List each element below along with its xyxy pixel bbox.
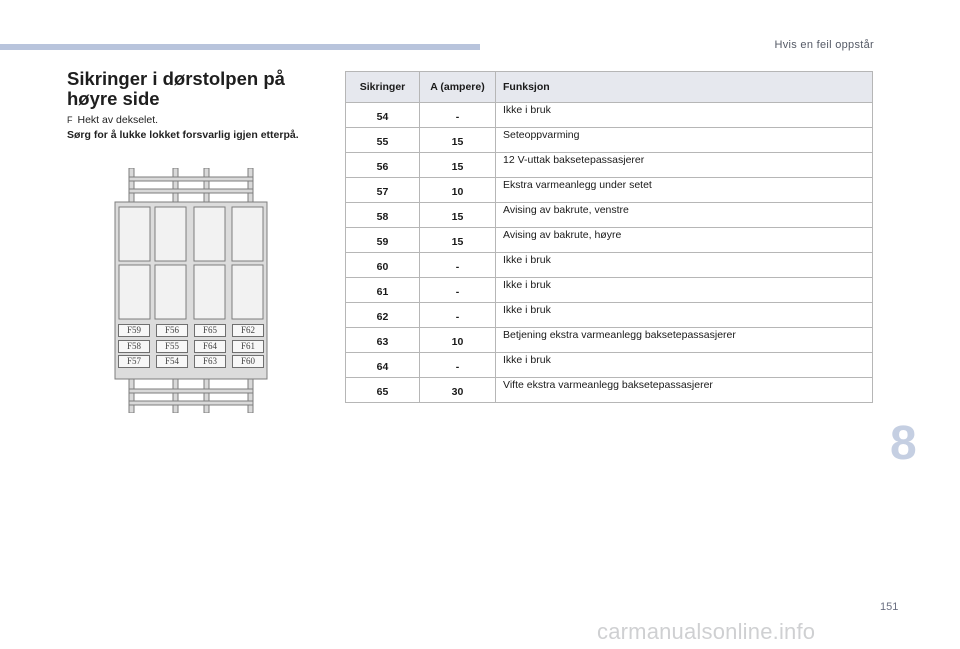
table-row <box>346 103 873 128</box>
chapter-number: 8 <box>890 417 917 470</box>
amperage-cell: - <box>420 278 496 303</box>
amperage-cell: - <box>420 253 496 278</box>
function-cell: Avising av bakrute, venstre <box>496 203 873 228</box>
fuse-number-cell: 55 <box>346 128 420 153</box>
page-number: 151 <box>880 601 899 613</box>
fuse-label: F56 <box>156 324 188 337</box>
table-row <box>346 203 873 228</box>
table-header-row <box>346 72 873 103</box>
amperage-cell: 10 <box>420 178 496 203</box>
fuse-number-cell: 63 <box>346 328 420 353</box>
table-row <box>346 278 873 303</box>
fuse-number-cell: 65 <box>346 378 420 403</box>
fuse-table <box>345 71 873 403</box>
fuse-label: F64 <box>194 340 226 353</box>
function-cell: Vifte ekstra varmeanlegg baksetepassasjerer <box>496 378 873 403</box>
section-title: Sikringer i dørstolpen på høyre side <box>67 68 285 109</box>
fuse-number-cell: 62 <box>346 303 420 328</box>
fuse-number-cell: 64 <box>346 353 420 378</box>
fuse-label: F63 <box>194 355 226 368</box>
fuse-number-cell: 59 <box>346 228 420 253</box>
table-row <box>346 328 873 353</box>
table-row <box>346 178 873 203</box>
fuse-label: F65 <box>194 324 226 337</box>
amperage-cell: 30 <box>420 378 496 403</box>
fuse-label: F54 <box>156 355 188 368</box>
function-cell: Ikke i bruk <box>496 253 873 278</box>
amperage-cell: - <box>420 303 496 328</box>
column-header-amp: A (ampere) <box>420 72 496 103</box>
fuse-label: F60 <box>232 355 264 368</box>
amperage-cell: - <box>420 353 496 378</box>
fuse-label: F59 <box>118 324 150 337</box>
fuse-label: F57 <box>118 355 150 368</box>
chapter-title: Hvis en feil oppstår <box>774 39 874 51</box>
watermark: carmanualsonline.info <box>597 619 816 644</box>
fuse-box-illustration <box>112 168 272 413</box>
fuse-number-cell: 58 <box>346 203 420 228</box>
instruction-text: Hekt av dekselet. <box>77 114 159 126</box>
function-cell: Ikke i bruk <box>496 103 873 128</box>
function-cell: Ekstra varmeanlegg under setet <box>496 178 873 203</box>
fuse-label: F58 <box>118 340 150 353</box>
function-cell: 12 V-uttak baksetepassasjerer <box>496 153 873 178</box>
amperage-cell: 10 <box>420 328 496 353</box>
fuse-number-cell: 56 <box>346 153 420 178</box>
column-header-fuse: Sikringer <box>346 72 420 103</box>
instruction-step <box>67 114 158 126</box>
function-cell: Seteoppvarming <box>496 128 873 153</box>
function-cell: Ikke i bruk <box>496 303 873 328</box>
table-row <box>346 353 873 378</box>
fuse-number-cell: 54 <box>346 103 420 128</box>
function-cell: Betjening ekstra varmeanlegg baksetepassasjerer <box>496 328 873 353</box>
fuse-number-cell: 60 <box>346 253 420 278</box>
header-accent-bar <box>0 44 480 50</box>
fuse-label: F61 <box>232 340 264 353</box>
amperage-cell: 15 <box>420 128 496 153</box>
fuse-label: F62 <box>232 324 264 337</box>
amperage-cell: 15 <box>420 153 496 178</box>
amperage-cell: 15 <box>420 228 496 253</box>
fuse-label: F55 <box>156 340 188 353</box>
function-cell: Avising av bakrute, høyre <box>496 228 873 253</box>
fuse-number-cell: 57 <box>346 178 420 203</box>
amperage-cell: - <box>420 103 496 128</box>
instruction-note: Sørg for å lukke lokket forsvarlig igjen etterpå. <box>67 129 299 141</box>
function-cell: Ikke i bruk <box>496 278 873 303</box>
bullet-marker: F <box>67 115 73 125</box>
table-row <box>346 228 873 253</box>
fuse-number-cell: 61 <box>346 278 420 303</box>
column-header-function: Funksjon <box>496 72 873 103</box>
table-row <box>346 153 873 178</box>
table-row <box>346 303 873 328</box>
table-row <box>346 253 873 278</box>
fuse-box-diagram <box>112 168 272 413</box>
function-cell: Ikke i bruk <box>496 353 873 378</box>
table-row <box>346 128 873 153</box>
table-row <box>346 378 873 403</box>
amperage-cell: 15 <box>420 203 496 228</box>
